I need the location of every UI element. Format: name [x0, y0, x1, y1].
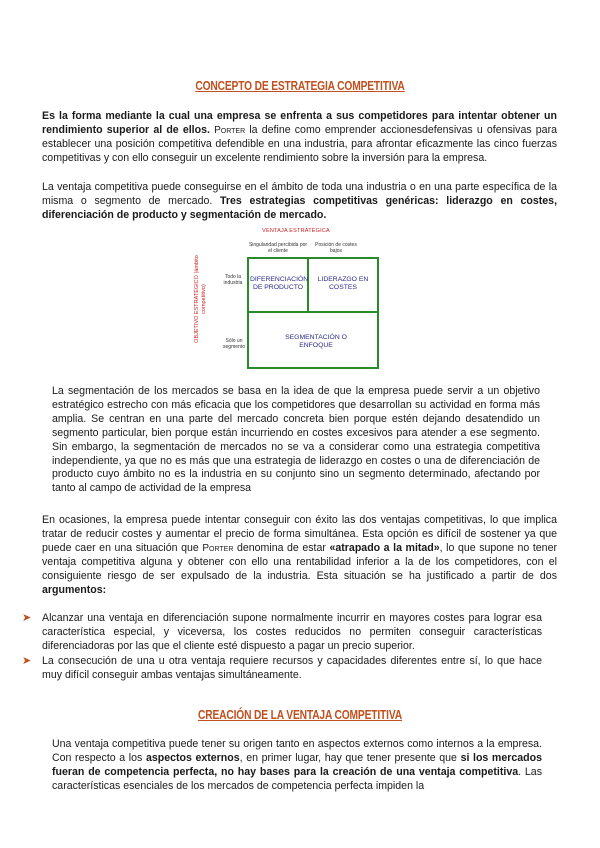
diagram-top-label: VENTAJA ESTRATÉGICA	[262, 228, 330, 234]
aspectos-externos-bold: aspectos externos	[145, 751, 240, 764]
diagram-row2-label: Sólo un segmento	[223, 338, 245, 350]
diagram-col2-label: Posición de costes bajos	[315, 242, 357, 254]
arrow-bullet-icon: ➤	[22, 612, 32, 624]
argument-list	[22, 612, 542, 683]
diagram-side-label: OBJETIVO ESTRATÉGICO (ámbito competitivo)	[194, 255, 207, 343]
list-item	[22, 612, 542, 654]
atrapado-text-c: , lo que supone no tener ventaja competitiva alguna y obtener con ello una rentabilidad inferior a la de los competidores, con el consiguiente riesgo de ser expulsado de la industria. Esta situación se ha justificado a partir de dos	[42, 541, 557, 582]
paragraph-definition	[42, 110, 557, 166]
paragraph-ventaja	[42, 181, 557, 223]
definition-rest: la define como emprender accionesdefensivas u ofensivas para establecer una posición competitiva defendible en una industria, para afrontar eficazmente las cinco fuerzas competitivas y con ello conseguir un excelente rendimiento sobre la inversión para la empresa.	[42, 123, 557, 164]
diagram-row1-label: Todo la industria	[223, 274, 243, 286]
strategy-diagram	[196, 226, 396, 376]
argumentos-bold: argumentos:	[42, 583, 107, 596]
paragraph-segmentacion: La segmentación de los mercados se basa en la idea de que la empresa puede servir a un objetivo estratégico estrecho con más eficacia que los competidores que desarrollan su actividad en forma más amplia. Se centran en una parte del mercado concreta bien porque estén dejando desatendido un segmento particular, bien porque están incurriendo en costes excesivos para atender a ese segmento. Sin embargo, la segmentación de mercados no se va a considerar como una estrategia competitiva independiente, ya que no es más que una estrategia de liderazgo en costes o una de diferenciación de producto cuyo ámbito no es la industria en su conjunto sino un segmento determinado, afectando por tanto al campo de actividad de la empresa	[52, 385, 540, 495]
paragraph-creacion	[52, 738, 542, 794]
definition-bold: Es la forma mediante la cual una empresa se enfrenta a sus competidores para intentar obtener un rendimiento superior al de ellos.	[42, 110, 557, 136]
section-title-creacion: CREACIÓN DE LA VENTAJA COMPETITIVA	[197, 708, 403, 722]
paragraph-atrapado	[42, 514, 557, 597]
bullet-text: Alcanzar una ventaja en diferenciación supone normalmente incurrir en mayores costes para lograr esa característica especial, y viceversa, los costes reducidos no permiten conseguir características diferenciadoras por las que el cliente esté dispuesto a pagar un precio superior.	[42, 612, 542, 652]
cell-diferenciacion: DIFERENCIACIÓN DE PRODUCTO	[250, 276, 309, 291]
list-item	[22, 655, 542, 683]
atrapado-text-b: denomina de estar	[236, 541, 326, 554]
diagram-col1-label: Singularidad percibida por el cliente	[248, 242, 308, 254]
section-title-concepto: CONCEPTO DE ESTRATEGIA COMPETITIVA	[195, 79, 405, 93]
ventaja-bold: Tres estrategias competitivas genéricas: liderazgo en costes, diferenciación de producto y segmentación de mercado.	[42, 194, 558, 221]
author-porter-2: Porter	[202, 542, 234, 554]
author-porter: Porter	[214, 124, 246, 136]
atrapado-text-a: En ocasiones, la empresa puede intentar conseguir con éxito las dos ventajas competitivas, lo que implica tratar de reducir costes y aumentar el precio de forma simultánea. Esta opción es difícil de sostener ya que puede caer en una situación que	[42, 514, 557, 554]
ventaja-text: La ventaja competitiva puede conseguirse en el ámbito de toda una industria o en una parte específica de la misma o segmento de mercado.	[42, 181, 557, 207]
atrapado-bold: «atrapado a la mitad»	[329, 541, 440, 554]
competencia-perfecta-bold: si los mercados fueran de competencia perfecta, no hay bases para la creación de una ventaja competitiva	[52, 751, 542, 778]
cell-liderazgo: LIDERAZGO EN COSTES	[317, 276, 369, 291]
creacion-text-c: . Las características esenciales de los mercados de competencia perfecta impiden la	[52, 765, 543, 792]
creacion-text-a: Una ventaja competitiva puede tener su origen tanto en aspectos externos como internos a la empresa. Con respecto a los	[52, 738, 542, 764]
arrow-bullet-icon: ➤	[22, 654, 32, 667]
cell-segmentacion: SEGMENTACIÓN O ENFOQUE	[285, 334, 347, 349]
creacion-text-b: , en primer lugar, hay que tener presente que	[239, 751, 457, 764]
bullet-text: La consecución de una u otra ventaja requiere recursos y capacidades diferentes entre sí, lo que hace muy difícil conseguir ambas ventajas simultáneamente.	[42, 654, 542, 681]
